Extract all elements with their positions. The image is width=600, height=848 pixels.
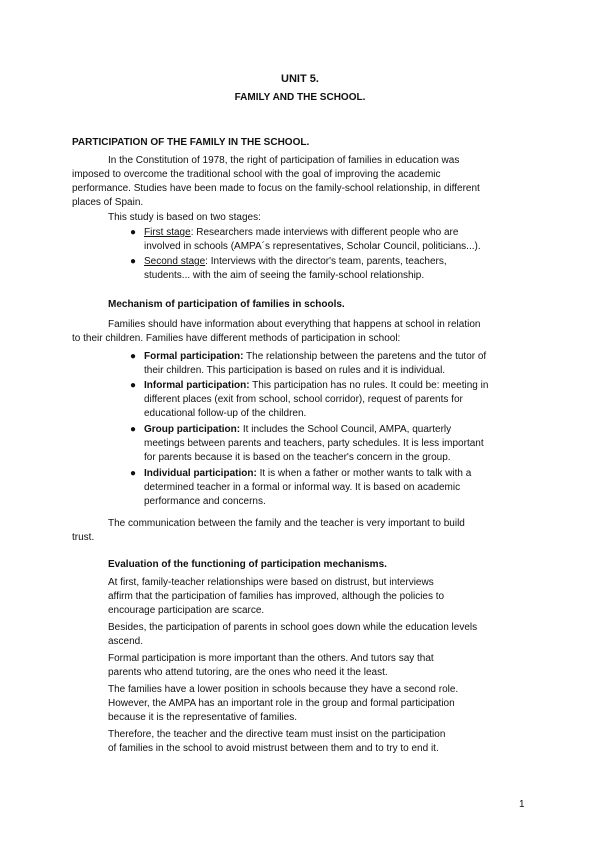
method-text: It includes the School Council, AMPA, quarterly: [240, 424, 452, 435]
section2-closing-line: trust.: [72, 532, 95, 543]
stage-text: : Interviews with the director's team, parents, teachers,: [205, 256, 447, 267]
stage-text: : Researchers made interviews with different people who are: [190, 227, 459, 238]
bullet-icon: ●: [130, 351, 137, 362]
section3-line: parents who attend tutoring, are the ones who need it the least.: [108, 667, 388, 678]
section1-para-line: places of Spain.: [72, 197, 144, 208]
method-text-line: meetings between parents and teachers, party schedules. It is less important: [144, 438, 484, 449]
bullet-icon: ●: [130, 227, 137, 238]
method-term: Formal participation:: [144, 351, 244, 362]
stage-item: [144, 226, 458, 240]
page-number: 1: [519, 799, 525, 810]
section3-line: Therefore, the teacher and the directive team must insist on the participation: [108, 729, 446, 740]
section3-line: encourage participation are scarce.: [108, 605, 265, 616]
method-item: [144, 423, 451, 437]
section3-line: ascend.: [108, 636, 144, 647]
section3-line: because it is the representative of families.: [108, 712, 297, 723]
method-text-line: performance and concerns.: [144, 496, 266, 507]
section1-para-line: In the Constitution of 1978, the right of participation of families in education was: [108, 155, 460, 166]
method-text-line: determined teacher in a formal or informal way. It is based on academic: [144, 482, 461, 493]
unit-title: UNIT 5.: [281, 73, 319, 85]
stage-text-line: involved in schools (AMPA´s representatives, Scholar Council, politicians...).: [144, 241, 481, 252]
section3-line: Formal participation is more important than the others. And tutors say that: [108, 653, 434, 664]
section3-line: affirm that the participation of families has improved, although the policies to: [108, 591, 445, 602]
section3-heading: Evaluation of the functioning of participation mechanisms.: [108, 559, 387, 570]
section1-heading: PARTICIPATION OF THE FAMILY IN THE SCHOOL.: [72, 137, 310, 148]
stage-term: First stage: [144, 227, 191, 238]
section3-line: However, the AMPA has an important role in the group and formal participation: [108, 698, 455, 709]
section2-heading: Mechanism of participation of families in schools.: [108, 299, 345, 310]
bullet-icon: ●: [130, 468, 137, 479]
bullet-icon: ●: [130, 424, 137, 435]
method-item: [144, 350, 486, 364]
method-item: [144, 379, 488, 393]
method-text-line: for parents because it is based on the teacher's concern in the group.: [144, 452, 451, 463]
stage-term: Second stage: [144, 256, 206, 267]
stage-item: [144, 255, 447, 269]
section1-para-line: performance. Studies have been made to focus on the family-school relationship, in different: [72, 183, 480, 194]
section1-para-line: imposed to overcome the traditional school with the goal of improving the academic: [72, 169, 441, 180]
method-term: Group participation:: [144, 424, 241, 435]
method-text-line: different places (exit from school, school corridor), request of parents for: [144, 394, 463, 405]
section2-closing-line: The communication between the family and the teacher is very important to build: [108, 518, 465, 529]
bullet-icon: ●: [130, 380, 137, 391]
method-term: Informal participation:: [144, 380, 250, 391]
method-text-line: their children. This participation is based on rules and it is individual.: [144, 365, 446, 376]
method-term: Individual participation:: [144, 468, 257, 479]
section3-line: The families have a lower position in schools because they have a second role.: [108, 684, 459, 695]
method-text: This participation has no rules. It could be: meeting in: [249, 380, 489, 391]
stages-intro: This study is based on two stages:: [108, 212, 261, 223]
method-text-line: educational follow-up of the children.: [144, 408, 307, 419]
method-text: The relationship between the paretens and the tutor of: [243, 351, 487, 362]
stage-text-line: students... with the aim of seeing the family-school relationship.: [144, 270, 425, 281]
section2-para-line: to their children. Families have different methods of participation in school:: [72, 333, 401, 344]
section3-line: Besides, the participation of parents in school goes down while the education levels: [108, 622, 478, 633]
section3-line: At first, family-teacher relationships were based on distrust, but interviews: [108, 577, 434, 588]
unit-subtitle: FAMILY AND THE SCHOOL.: [234, 92, 366, 103]
bullet-icon: ●: [130, 256, 137, 267]
method-text: It is when a father or mother wants to talk with a: [256, 468, 472, 479]
section3-line: of families in the school to avoid mistrust between them and to try to end it.: [108, 743, 439, 754]
method-item: [144, 467, 471, 481]
section2-para-line: Families should have information about everything that happens at school in relation: [108, 319, 481, 330]
